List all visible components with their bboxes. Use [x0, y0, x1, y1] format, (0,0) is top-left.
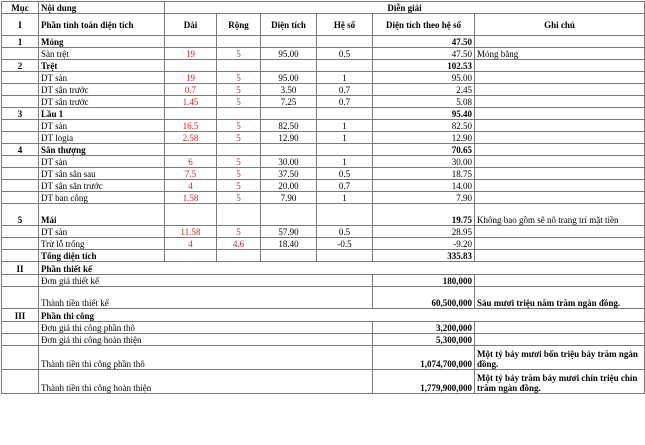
empty-cell	[475, 250, 645, 262]
item-length: 19	[165, 72, 217, 84]
group-number: 2	[2, 60, 39, 72]
section-row-label: Thành tiền thi công hoàn thiện	[39, 370, 373, 394]
item-note	[475, 120, 645, 132]
item-length: 16.5	[165, 120, 217, 132]
header-dt-he-so: Diện tích theo hệ số	[373, 14, 475, 36]
group-name: Móng	[39, 36, 165, 48]
section-row-label: Thành tiền thi công phần thô	[39, 346, 373, 370]
item-area: 12.90	[261, 132, 317, 144]
item-area: 30.00	[261, 156, 317, 168]
item-name: DT sân trước	[39, 96, 165, 108]
section-row-value: 1,779,900,000	[373, 370, 475, 394]
table-row	[2, 180, 645, 192]
empty-cell	[217, 36, 261, 48]
empty-cell	[2, 322, 39, 334]
item-note	[475, 132, 645, 144]
group-name: Trệt	[39, 60, 165, 72]
table-row	[2, 84, 645, 96]
item-weighted-area: 12.90	[373, 132, 475, 144]
section-header-row	[2, 309, 645, 322]
item-width: 5	[217, 72, 261, 84]
section-row-value: 3,200,000	[373, 322, 475, 334]
group-row	[2, 144, 645, 156]
item-area: 20.00	[261, 180, 317, 192]
group-number: 5	[2, 204, 39, 226]
group-row	[2, 36, 645, 48]
section-row	[2, 346, 645, 370]
section-i-code: I	[2, 14, 39, 36]
total-value: 335.83	[373, 250, 475, 262]
empty-cell	[2, 250, 39, 262]
item-area: 7.90	[261, 192, 317, 204]
item-name: DT sàn	[39, 156, 165, 168]
item-area: 95.00	[261, 72, 317, 84]
section-row-value: 180,000	[373, 275, 475, 287]
item-coefficient: 1	[317, 72, 373, 84]
item-note	[475, 238, 645, 250]
item-area: 95.00	[261, 48, 317, 60]
section-row	[2, 370, 645, 394]
empty-cell	[2, 84, 39, 96]
section-row-label: Đơn giá thiết kế	[39, 275, 373, 287]
item-note	[475, 156, 645, 168]
group-note: Không bao gồm sê nô trang trí mặt tiền	[475, 204, 645, 226]
empty-cell	[217, 204, 261, 226]
empty-cell	[217, 108, 261, 120]
item-width: 5	[217, 180, 261, 192]
item-note: Móng băng	[475, 48, 645, 60]
item-coefficient: 1	[317, 156, 373, 168]
item-name: DT sân trước	[39, 84, 165, 96]
item-area: 18.40	[261, 238, 317, 250]
total-row	[2, 250, 645, 262]
group-total: 47.50	[373, 36, 475, 48]
item-coefficient: 0.5	[317, 168, 373, 180]
table-row	[2, 72, 645, 84]
empty-cell	[2, 275, 39, 287]
header-dai: Dài	[165, 14, 217, 36]
item-note	[475, 192, 645, 204]
empty-cell	[317, 144, 373, 156]
section-row	[2, 334, 645, 346]
table-row	[2, 120, 645, 132]
section-i-title: Phần tính toán diện tích	[39, 14, 165, 36]
item-weighted-area: 95.00	[373, 72, 475, 84]
item-width: 5	[217, 84, 261, 96]
section-row-label: Thành tiền thiết kế	[39, 287, 373, 309]
empty-cell	[165, 250, 217, 262]
empty-cell	[165, 144, 217, 156]
section-row	[2, 322, 645, 334]
section-row	[2, 275, 645, 287]
group-total: 102.53	[373, 60, 475, 72]
empty-cell	[165, 36, 217, 48]
empty-cell	[2, 168, 39, 180]
empty-cell	[217, 250, 261, 262]
empty-cell	[2, 226, 39, 238]
table-row	[2, 192, 645, 204]
item-note	[475, 168, 645, 180]
item-length: 7.5	[165, 168, 217, 180]
item-length: 2.58	[165, 132, 217, 144]
empty-cell	[2, 370, 39, 394]
empty-cell	[165, 108, 217, 120]
item-name: DT ban công	[39, 192, 165, 204]
empty-cell	[2, 120, 39, 132]
item-area: 82.50	[261, 120, 317, 132]
empty-cell	[2, 346, 39, 370]
item-weighted-area: 2.45	[373, 84, 475, 96]
empty-cell	[2, 96, 39, 108]
total-label: Tổng diện tích	[39, 250, 165, 262]
item-width: 5	[217, 156, 261, 168]
group-total: 19.75	[373, 204, 475, 226]
item-note	[475, 96, 645, 108]
item-width: 5	[217, 132, 261, 144]
item-area: 37.50	[261, 168, 317, 180]
empty-cell	[217, 60, 261, 72]
item-weighted-area: 14.00	[373, 180, 475, 192]
item-area: 7.25	[261, 96, 317, 108]
table-row	[2, 168, 645, 180]
empty-cell	[2, 72, 39, 84]
empty-cell	[2, 334, 39, 346]
empty-cell	[261, 108, 317, 120]
section-row-value: 5,300,000	[373, 334, 475, 346]
item-coefficient: 0.7	[317, 84, 373, 96]
empty-cell	[2, 132, 39, 144]
header-dien-tich: Diện tích	[261, 14, 317, 36]
section-row-label: Đơn giá thi công phần thô	[39, 322, 373, 334]
section-row-value: 1,074,700,000	[373, 346, 475, 370]
item-length: 4	[165, 238, 217, 250]
item-length: 0.7	[165, 84, 217, 96]
item-note	[475, 180, 645, 192]
empty-cell	[2, 48, 39, 60]
item-coefficient: 0.7	[317, 96, 373, 108]
item-weighted-area: 7.90	[373, 192, 475, 204]
section-row-note	[475, 275, 645, 287]
empty-cell	[261, 204, 317, 226]
item-coefficient: 0.5	[317, 48, 373, 60]
item-name: DT sàn	[39, 120, 165, 132]
group-name: Mái	[39, 204, 165, 226]
item-length: 1.45	[165, 96, 217, 108]
item-name: DT sân sân sau	[39, 168, 165, 180]
group-note	[475, 60, 645, 72]
table-row	[2, 48, 645, 60]
item-area: 3.50	[261, 84, 317, 96]
empty-cell	[317, 36, 373, 48]
item-note	[475, 226, 645, 238]
item-coefficient: 1	[317, 192, 373, 204]
item-width: 5	[217, 48, 261, 60]
empty-cell	[165, 60, 217, 72]
group-row	[2, 60, 645, 72]
group-number: 4	[2, 144, 39, 156]
header-noi-dung: Nội dung	[39, 2, 165, 14]
header-dien-giai: Diễn giải	[165, 2, 645, 14]
empty-cell	[317, 204, 373, 226]
item-weighted-area: 82.50	[373, 120, 475, 132]
header-row-1	[2, 2, 645, 14]
item-length: 4	[165, 180, 217, 192]
group-name: Sân thượng	[39, 144, 165, 156]
empty-cell	[165, 204, 217, 226]
group-row	[2, 204, 645, 226]
item-name: Trừ lỗ trống	[39, 238, 165, 250]
section-header-row	[2, 262, 645, 275]
empty-cell	[2, 287, 39, 309]
empty-cell	[2, 180, 39, 192]
empty-cell	[317, 60, 373, 72]
item-length: 6	[165, 156, 217, 168]
table-row	[2, 156, 645, 168]
item-name: DT sàn	[39, 72, 165, 84]
item-name: Sàn trệt	[39, 48, 165, 60]
item-weighted-area: -9.20	[373, 238, 475, 250]
section-row-note: Một tỷ bảy trăm bảy mươi chín triệu chín trăm ngàn đồng.	[475, 370, 645, 394]
item-coefficient: 1	[317, 132, 373, 144]
group-number: 1	[2, 36, 39, 48]
group-note	[475, 144, 645, 156]
section-row-label: Đơn giá thi công hoàn thiện	[39, 334, 373, 346]
item-name: DT sân sân trước	[39, 180, 165, 192]
group-total: 95.40	[373, 108, 475, 120]
item-width: 5	[217, 120, 261, 132]
section-code: II	[2, 262, 39, 275]
item-note	[475, 72, 645, 84]
section-row-note	[475, 334, 645, 346]
item-width: 5	[217, 192, 261, 204]
item-coefficient: 0.5	[317, 226, 373, 238]
item-weighted-area: 28.95	[373, 226, 475, 238]
item-width: 5	[217, 168, 261, 180]
item-width: 5	[217, 226, 261, 238]
group-total: 70.65	[373, 144, 475, 156]
group-number: 3	[2, 108, 39, 120]
item-coefficient: 0.7	[317, 180, 373, 192]
header-ghi-chu: Ghi chú	[475, 14, 645, 36]
item-length: 11.58	[165, 226, 217, 238]
item-weighted-area: 30.00	[373, 156, 475, 168]
item-note	[475, 84, 645, 96]
item-weighted-area: 5.08	[373, 96, 475, 108]
empty-cell	[317, 108, 373, 120]
table-row	[2, 238, 645, 250]
item-coefficient: 1	[317, 120, 373, 132]
empty-cell	[2, 192, 39, 204]
section-row	[2, 287, 645, 309]
item-name: DT logia	[39, 132, 165, 144]
empty-cell	[261, 144, 317, 156]
empty-cell	[2, 156, 39, 168]
item-length: 19	[165, 48, 217, 60]
section-row-note: Sáu mươi triệu năm trăm ngàn đồng.	[475, 287, 645, 309]
group-note	[475, 36, 645, 48]
group-note	[475, 108, 645, 120]
header-rong: Rộng	[217, 14, 261, 36]
empty-cell	[217, 144, 261, 156]
section-title: Phần thi công	[39, 309, 645, 322]
header-he-so: Hệ số	[317, 14, 373, 36]
item-coefficient: -0.5	[317, 238, 373, 250]
section-title: Phần thiết kế	[39, 262, 645, 275]
group-row	[2, 108, 645, 120]
section-row-note	[475, 322, 645, 334]
item-width: 5	[217, 96, 261, 108]
item-area: 57.90	[261, 226, 317, 238]
header-row-2	[2, 14, 645, 36]
section-row-value: 60,500,000	[373, 287, 475, 309]
empty-cell	[261, 36, 317, 48]
item-name: DT sàn	[39, 226, 165, 238]
item-length: 1.58	[165, 192, 217, 204]
section-code: III	[2, 309, 39, 322]
empty-cell	[261, 250, 317, 262]
section-row-note: Một tỷ bảy mươi bốn triệu bảy trăm ngàn đồng.	[475, 346, 645, 370]
empty-cell	[261, 60, 317, 72]
item-width: 4.6	[217, 238, 261, 250]
cost-estimate-table	[1, 1, 645, 394]
table-row	[2, 132, 645, 144]
header-muc: Mục	[2, 2, 39, 14]
empty-cell	[2, 238, 39, 250]
item-weighted-area: 47.50	[373, 48, 475, 60]
table-row	[2, 96, 645, 108]
empty-cell	[317, 250, 373, 262]
group-name: Lầu 1	[39, 108, 165, 120]
table-row	[2, 226, 645, 238]
item-weighted-area: 18.75	[373, 168, 475, 180]
